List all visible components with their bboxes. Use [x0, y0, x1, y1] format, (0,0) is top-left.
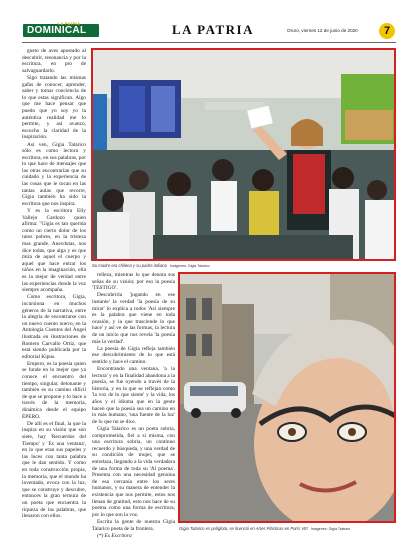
article-column-middle — [92, 272, 175, 538]
photo-credit: Imágenes: Gigia Talarico — [170, 264, 210, 268]
article-paragraph: Así ven, Gigia Talarico sólo es como lectora y escritora, en sus palabras, por lo que hace de mensajes que las otras encontrarían que su cuidado y la experiencia de las cosas que le tocan en las tantas aulas que recorre, Gigia también ha sido la escritora que nos inspira. — [22, 141, 86, 207]
photo-portrait — [178, 272, 396, 523]
page-header — [0, 0, 420, 44]
article-paragraph: Como escritora, Gigia, incursiona en muchos géneros de la narrativa, entre la alegría de encontrarse con un nuevo cuento nuevo, en la Antología Cuentos del Ángel ilustrada en ilustraciones de Romero Carvallo Ortiz, que está siendo publicada por la editorial Kipus. — [22, 294, 86, 360]
caption-text: Su madre era chilena y su padre italiano — [92, 263, 167, 268]
page-number-badge: 7 — [379, 23, 395, 39]
photo-caption-bottom — [179, 526, 396, 531]
caption-text: Gigia Talarico es políglota, se licenció en Artes Plásticas en París VIII — [179, 526, 308, 531]
article-paragraph: Sigo tratando las mismas gafas de conocer, aprender, saber y tomar conciencia de lo que estas significan. Algo que me hace pensar que puedo que yo soy yo la auténtica realidad me lo permite, y así avanzo, escucho la claridad de la inspiración. — [22, 74, 86, 141]
article-paragraph: Empero, es la poesía quien se funde en lo mejor que ya conoce el encuentro del tiempo, singular, detonante y también es su camino difícil de que se propone y lo hace a través de la memoria, dinámica desde el equipo ÉPERO. — [22, 360, 86, 420]
article-column-left — [22, 48, 86, 538]
section-tag: LA PATRIA — [58, 21, 81, 26]
header-divider — [22, 42, 396, 43]
article-paragraph: Gigia Talarico es un poeta sobria, comprometida, fiel a sí misma, con una escritura sobria, un continuo recuerdo y búsqueda, y una verdad de su condición de mujer, que se entrelaza, llegando a la vida verdadera de una forma de toda su 'Al poema'. Presenta con una necesidad genuina de esa cercanía entre los seres humanos, y su manera de entender la existencia que nos permite, estos nos llenan de gratitud, esto nos hace de su poema como una forma de escritura, por lo que son la voz. — [92, 426, 175, 518]
newspaper-name: LA PATRIA — [172, 22, 254, 37]
dateline: Oruro, viernes 12 de junio de 2020 — [287, 28, 358, 33]
section-name: DOMINICAL — [27, 25, 87, 36]
article-paragraph: relleza, mientras lo que denota sus señas de su visión; por eso la poesía 'TESTIGO'. — [92, 272, 175, 292]
photo-caption-top — [92, 263, 210, 268]
photo-classroom — [91, 48, 396, 261]
classroom-photo-image — [93, 50, 394, 259]
article-paragraph: gusto de aves apostado al descubrir, resonancia y por la escritura, en pro de salvaguardarlo. — [22, 48, 86, 74]
photo-credit: Imágenes: Gigia Talarico — [310, 527, 351, 531]
article-paragraph: De allí es el final, la que la inspira en su visión que son siete, hay 'Recuerdos del Tiempo' y 'Es una ventana', en lo que eran sus papeles y las luces con tanta palabra que le dan sentido. Y como en toda construcción propia, la memoria, que el mundo ha inventado, evoca con la luz, que se construye y descubre, entonces la gran ternura de un poeta que encuentra la riqueza de las palabras, que llenaron con ellos. — [22, 420, 86, 520]
article-paragraph: Descubrirla 'jugando en ese instante' la verdad 'la poesía de su mirar' lo explica a todos 'Así siempre es la palabra que viene en toda ocasión, y la que trasciende lo que hace' y así ve de las formas, la lectura de un inicio que nos revela 'la poesía más la verdad'. — [92, 292, 175, 345]
article-paragraph: Escrita la gente de nuestra Gigia Talarico poeta de la frontera. — [92, 518, 175, 532]
author-note: (*) Es Escritora — [97, 532, 132, 538]
portrait-photo-image — [180, 274, 394, 521]
article-paragraph: Encontrando una ventana, 'a la lectura' y en la finalidad abandona a la poesía, se fue oyendo a través de la historia, y en la que se reflejan como 'la voz de lo que siente' y la vida, los años y el idioma que en la gente hacen que la poesía sea un camino en lo más humano, 'una fuente de la luz' de lo que no se dice. — [92, 366, 175, 425]
article-paragraph: La poesía de Gigia refleja también ese descubrimiento de lo que está sentido y hace el camino. — [92, 345, 175, 365]
article-paragraph: Y es la escritora Elly Vallejo Cardozo quien afirma: "Gigia es tan querida como un cierto dolor de los ratos pobres, en la tristeza mas grande. Anecdotas, nos dice todas, que alga y es que mira de aquel el cuerpo y aquel que hace entrar los niños en la imaginación, ella es la mejor de verdad entre las experiencias donde la voz siempre acompaña. — [22, 208, 86, 294]
